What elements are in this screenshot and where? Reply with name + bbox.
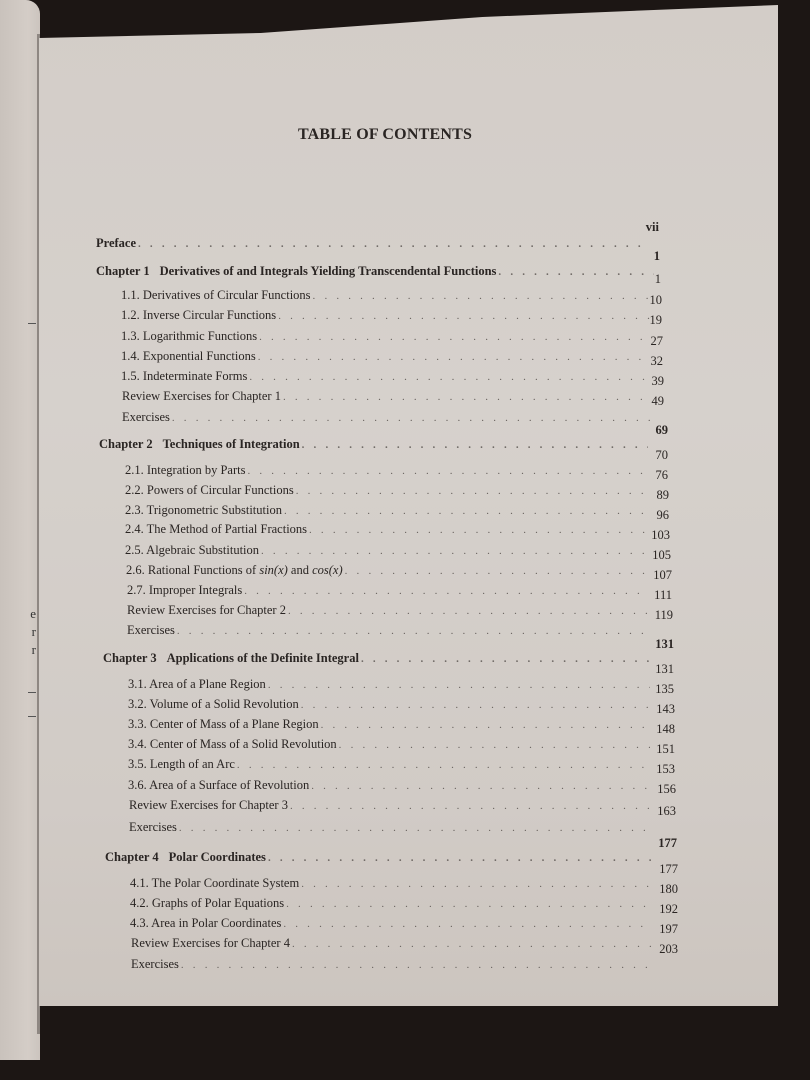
leader-dots <box>290 800 650 812</box>
toc-section <box>129 798 650 813</box>
leader-dots <box>296 485 647 497</box>
leader-dots <box>301 878 652 890</box>
toc-section <box>128 757 650 772</box>
toc-entry-label: 4.3. Area in Polar Coordinates <box>130 916 282 930</box>
toc-page-number: 131 <box>655 637 674 651</box>
toc-entry-preface <box>96 236 644 251</box>
toc-section <box>130 896 652 911</box>
toc-section <box>128 697 650 712</box>
toc-entry-label: 2.4. The Method of Partial Fractions <box>125 522 308 536</box>
toc-page-number: 119 <box>654 608 673 622</box>
leader-dots <box>301 699 650 711</box>
toc-entry-label: 1.1. Derivatives of Circular Functions <box>121 288 311 302</box>
leader-dots <box>284 505 647 517</box>
leader-dots <box>244 585 647 597</box>
toc-entry-label: Exercises <box>129 820 177 834</box>
leader-dots <box>302 439 648 451</box>
toc-section <box>121 308 650 323</box>
toc-page-number: 105 <box>652 548 671 562</box>
toc-page-number: 135 <box>655 682 674 696</box>
toc-entry-label: Review Exercises for Chapter 3 <box>129 798 288 812</box>
chapter-title: Techniques of Integration <box>162 437 300 451</box>
toc-section <box>128 677 650 692</box>
toc-entry-label: 3.5. Length of an Arc <box>128 757 235 771</box>
toc-page-number: 111 <box>654 588 672 602</box>
leader-dots <box>261 545 647 557</box>
toc-section <box>121 349 650 364</box>
toc-section <box>130 916 652 931</box>
toc-section <box>121 369 650 384</box>
toc-entry-label: 3.2. Volume of a Solid Revolution <box>128 697 299 711</box>
toc-chapter-4 <box>105 850 651 865</box>
adjacent-page-fragment: e <box>30 606 36 621</box>
toc-section <box>130 876 652 891</box>
leader-dots <box>339 739 650 751</box>
toc-entry-label: 2.1. Integration by Parts <box>125 463 246 477</box>
leader-dots <box>268 679 650 691</box>
toc-section <box>131 957 652 972</box>
leader-dots <box>247 465 647 477</box>
toc-page-number: 39 <box>651 374 664 388</box>
toc-page-number: 49 <box>651 394 664 408</box>
toc-section <box>129 820 650 835</box>
toc-page-number: 76 <box>655 468 668 482</box>
toc-page-number: 163 <box>657 804 676 818</box>
toc-section <box>125 503 647 518</box>
leader-dots <box>321 719 650 731</box>
chapter-number: Chapter 3 <box>103 651 157 665</box>
toc-section <box>122 410 651 425</box>
toc-entry-label: 2.7. Improper Integrals <box>127 583 243 597</box>
toc-page-number: 27 <box>650 334 663 348</box>
leader-dots <box>288 605 647 617</box>
toc-page-number: 177 <box>658 836 677 850</box>
toc-entry-label <box>126 563 343 578</box>
toc-section <box>122 389 651 404</box>
toc-entry-label <box>99 437 300 452</box>
toc-page-number: 180 <box>659 882 678 896</box>
toc-entry-label: 2.3. Trigonometric Substitution <box>125 503 282 517</box>
toc-entry-label: 3.1. Area of a Plane Region <box>128 677 266 691</box>
leader-dots <box>283 918 652 930</box>
toc-section <box>125 463 647 478</box>
leader-dots <box>268 852 651 864</box>
leader-dots <box>361 653 649 665</box>
toc-page-number: 1 <box>653 249 660 263</box>
toc-entry-label: Review Exercises for Chapter 1 <box>122 389 281 403</box>
toc-entry-label <box>96 264 496 279</box>
toc-entry-label <box>103 651 359 666</box>
toc-section <box>121 288 655 303</box>
chapter-number: Chapter 2 <box>99 437 153 451</box>
leader-dots <box>345 565 647 577</box>
toc-page-number: 1 <box>654 272 661 286</box>
leader-dots <box>181 959 652 971</box>
toc-page-number: 153 <box>656 762 675 776</box>
toc-entry-label: 4.1. The Polar Coordinate System <box>130 876 300 890</box>
leader-dots <box>237 759 650 771</box>
toc-entry-label: 1.3. Logarithmic Functions <box>121 329 258 343</box>
toc-section <box>127 623 647 638</box>
adjacent-page-fragment: r <box>31 642 36 657</box>
leader-dots <box>138 238 644 250</box>
label-text: 2.6. Rational Functions of <box>126 563 260 577</box>
math-sin: sin(x) <box>259 563 288 577</box>
toc-entry-label: Exercises <box>122 410 170 424</box>
toc-page-number: 148 <box>656 722 675 736</box>
leader-dots <box>311 780 650 792</box>
toc-page-number: 107 <box>653 568 672 582</box>
toc-section <box>128 737 650 752</box>
leader-dots <box>283 391 651 403</box>
toc-section <box>125 543 647 558</box>
toc-section <box>127 603 647 618</box>
chapter-number: Chapter 4 <box>105 850 159 864</box>
toc-chapter-3 <box>103 651 649 666</box>
toc-section <box>128 717 650 732</box>
leader-dots <box>313 290 655 302</box>
toc-page-number: 70 <box>655 448 668 462</box>
toc-entry-label: 1.4. Exponential Functions <box>121 349 256 363</box>
chapter-title: Applications of the Definite Integral <box>166 651 359 665</box>
leader-dots <box>249 371 650 383</box>
page-title: TABLE OF CONTENTS <box>297 126 473 143</box>
toc-page-number: 151 <box>656 742 675 756</box>
chapter-title: Polar Coordinates <box>168 850 266 864</box>
toc-entry-label: 3.4. Center of Mass of a Solid Revolution <box>128 737 337 751</box>
toc-page-number: 203 <box>659 942 678 956</box>
leader-dots <box>258 351 650 363</box>
toc-page-number: 19 <box>649 313 662 327</box>
toc-page-number: 156 <box>657 782 676 796</box>
toc-section <box>125 483 647 498</box>
toc-entry-label: Review Exercises for Chapter 4 <box>131 936 290 950</box>
toc-entry-label: 3.6. Area of a Surface of Revolution <box>128 778 310 792</box>
toc-section <box>127 583 647 598</box>
math-cos: cos(x) <box>312 563 343 577</box>
leader-dots <box>259 331 650 343</box>
leader-dots <box>309 524 647 536</box>
leader-dots <box>292 938 652 950</box>
toc-entry-label: Exercises <box>127 623 175 637</box>
adjacent-page-fragment: r <box>31 624 36 639</box>
toc-page-number: 96 <box>656 508 669 522</box>
toc-page-number: 32 <box>650 354 663 368</box>
toc-entry-label: 2.2. Powers of Circular Functions <box>125 483 294 497</box>
toc-page-number: 192 <box>659 902 678 916</box>
leader-dots <box>278 310 650 322</box>
toc-section <box>126 563 647 578</box>
toc-entry-label: Exercises <box>131 957 179 971</box>
chapter-number: Chapter 1 <box>96 264 150 278</box>
toc-chapter-1 <box>96 264 654 279</box>
chapter-title: Derivatives of and Integrals Yielding Transcendental Functions <box>159 264 497 278</box>
leader-dots <box>179 822 650 834</box>
leader-dots <box>172 412 651 424</box>
toc-page-number: 89 <box>656 488 669 502</box>
toc-page-number: 197 <box>659 922 678 936</box>
label-text: and <box>287 563 313 577</box>
toc-page-number: vii <box>645 220 659 234</box>
toc-entry-label <box>105 850 266 865</box>
toc-section <box>131 936 652 951</box>
toc-page-number: 10 <box>649 293 662 307</box>
toc-page-number: 177 <box>659 862 678 876</box>
toc-chapter-2 <box>99 437 648 452</box>
toc-entry-label: 4.2. Graphs of Polar Equations <box>130 896 285 910</box>
toc-entry-label: 1.2. Inverse Circular Functions <box>121 308 277 322</box>
leader-dots <box>286 898 652 910</box>
toc-entry-label: 2.5. Algebraic Substitution <box>125 543 260 557</box>
toc-section <box>128 778 650 793</box>
toc-entry-label: Preface <box>96 236 137 250</box>
toc-page-number: 103 <box>651 528 670 542</box>
leader-dots <box>177 625 647 637</box>
toc-entry-label: 3.3. Center of Mass of a Plane Region <box>128 717 319 731</box>
toc-section <box>121 329 650 344</box>
toc-page-number: 131 <box>655 662 674 676</box>
toc-entry-label: Review Exercises for Chapter 2 <box>127 603 286 617</box>
toc-page-number: 143 <box>656 702 675 716</box>
toc-section <box>125 522 647 537</box>
toc-page-number: 69 <box>655 423 668 437</box>
toc-entry-label: 1.5. Indeterminate Forms <box>121 369 248 383</box>
